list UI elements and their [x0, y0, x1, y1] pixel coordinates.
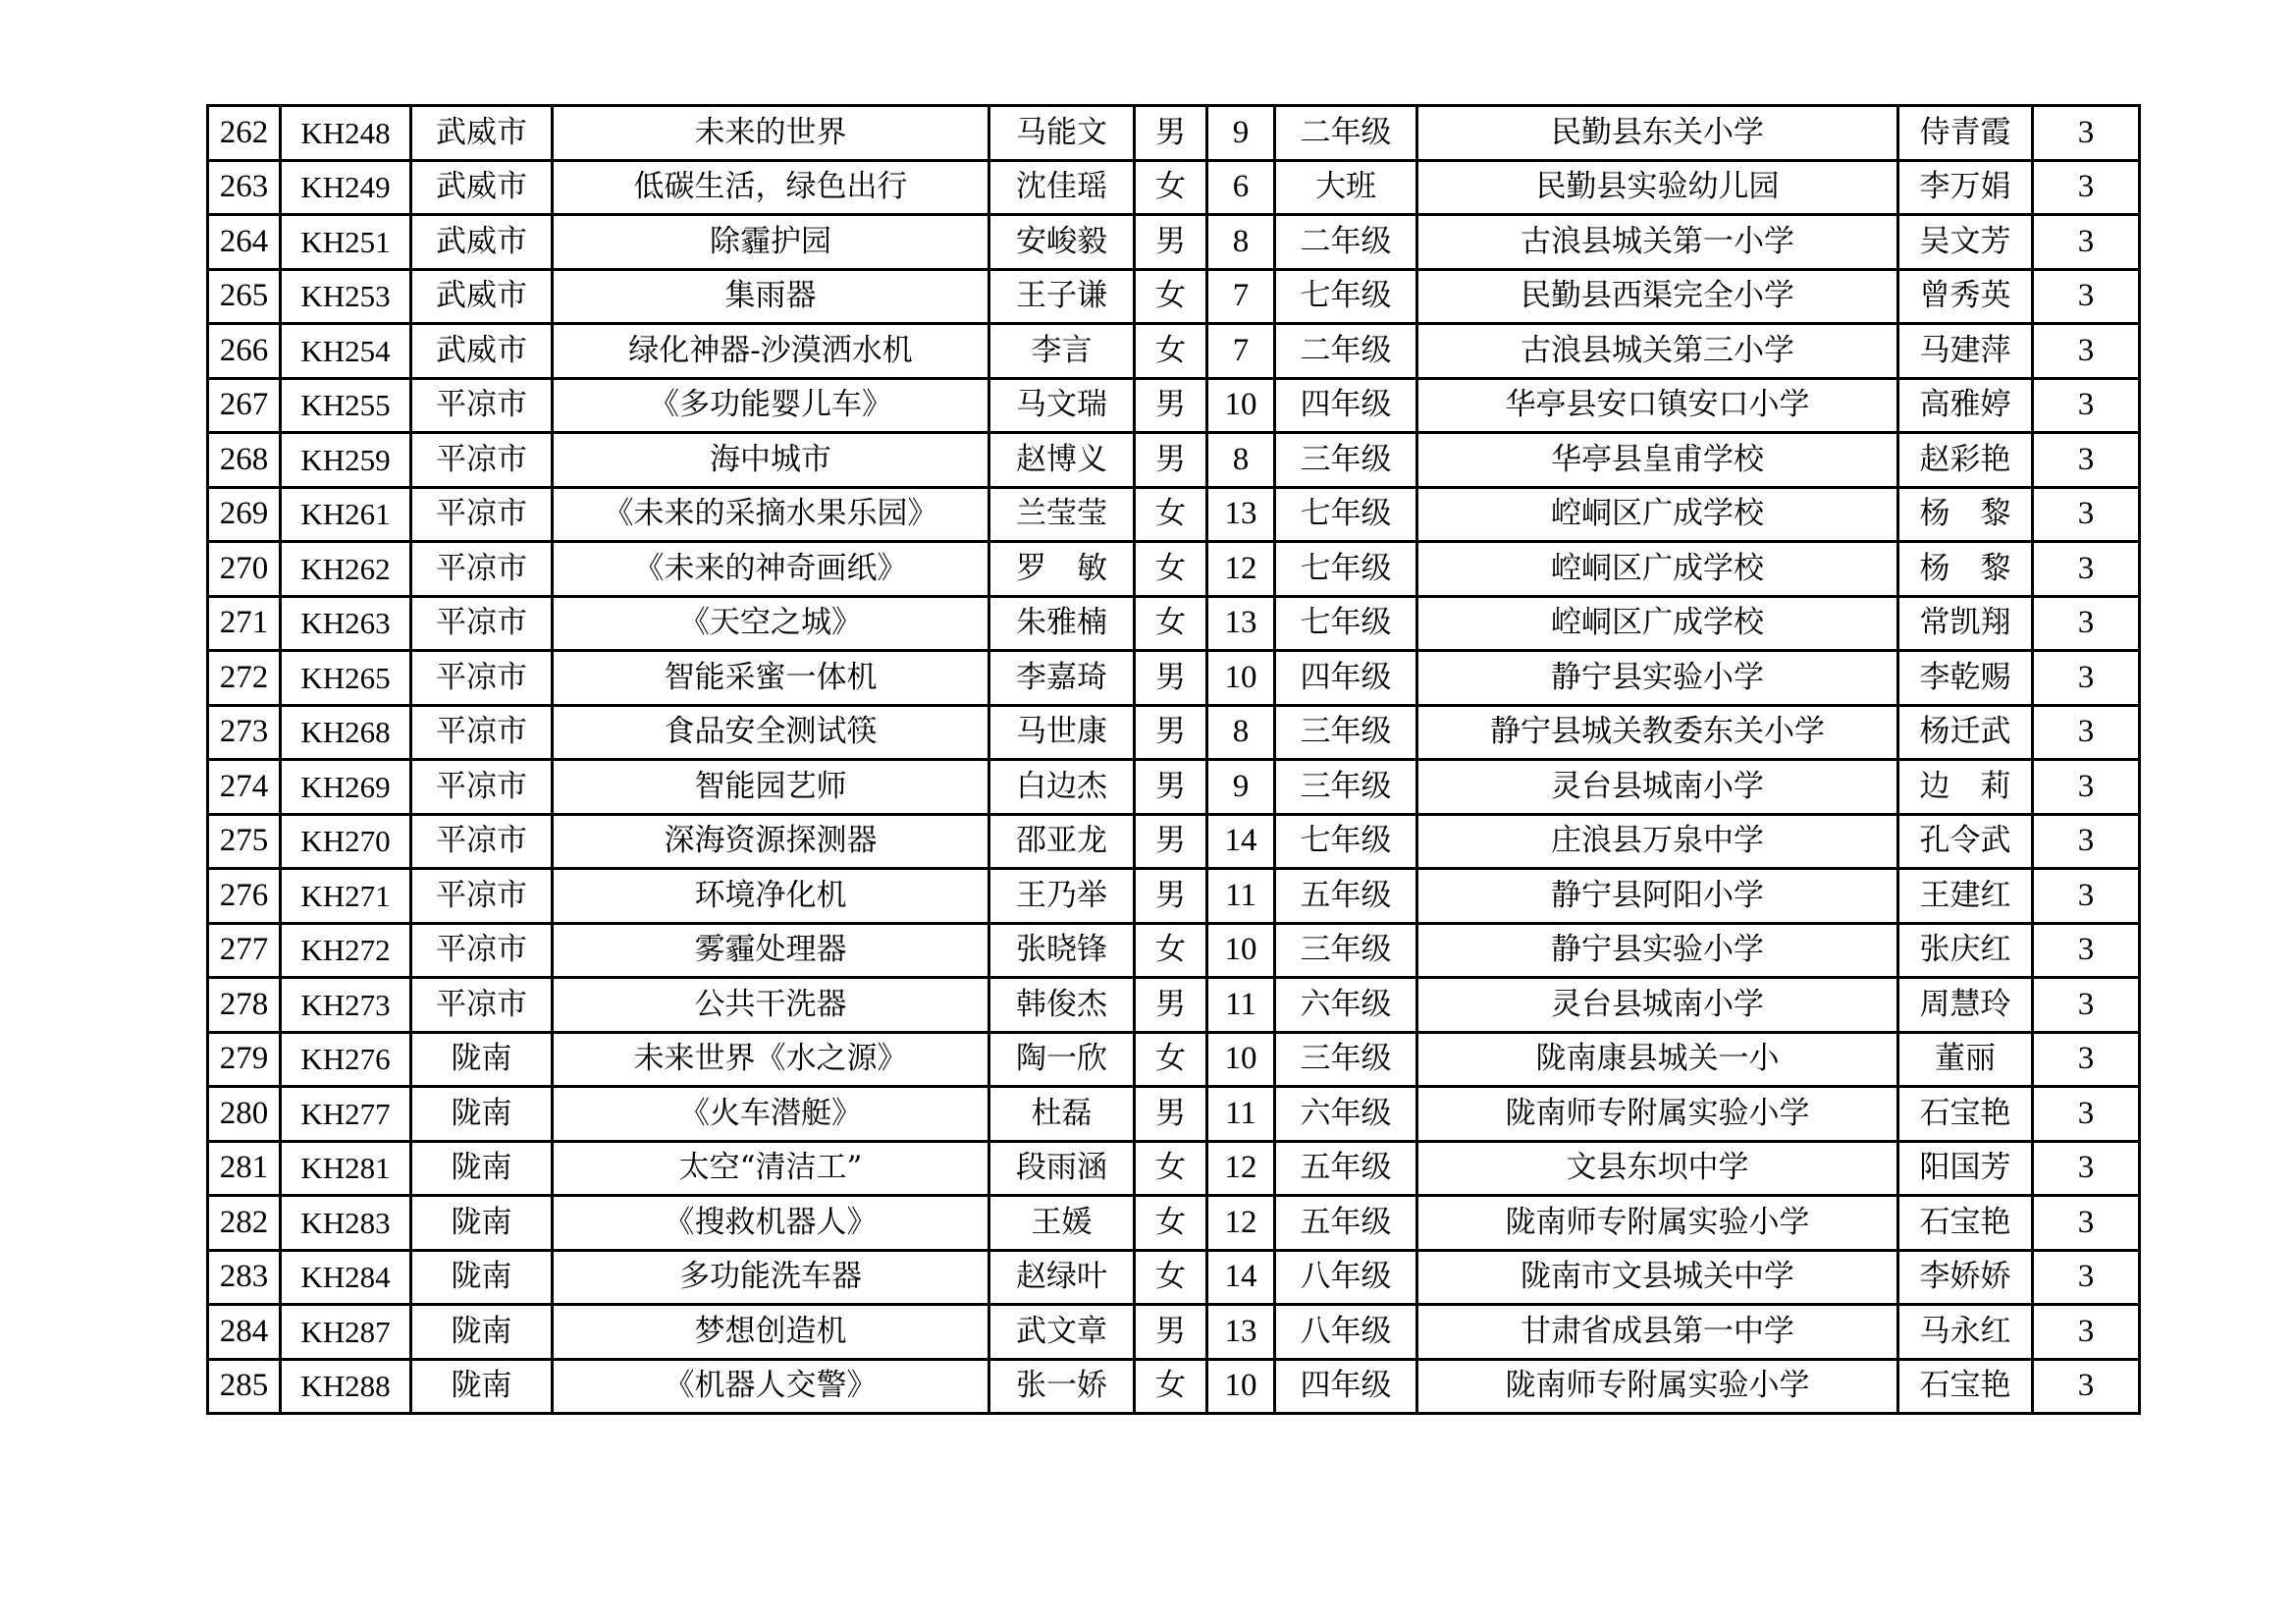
city-cell: 陇南 [411, 1305, 553, 1360]
award-level-cell: 3 [2033, 160, 2140, 215]
project-title-cell: 深海资源探测器 [553, 814, 989, 869]
student-name-cell: 韩俊杰 [989, 978, 1135, 1033]
grade-cell: 七年级 [1275, 596, 1417, 651]
school-cell: 民勤县东关小学 [1417, 106, 1898, 161]
award-level-cell: 3 [2033, 487, 2140, 542]
teacher-cell: 吴文芳 [1898, 215, 2033, 270]
city-cell: 陇南 [411, 1250, 553, 1305]
project-title-cell: 多功能洗车器 [553, 1250, 989, 1305]
grade-cell: 三年级 [1275, 705, 1417, 760]
school-cell: 陇南康县城关一小 [1417, 1032, 1898, 1087]
award-level-cell: 3 [2033, 760, 2140, 815]
row-number-cell: 281 [208, 1141, 281, 1196]
city-cell: 陇南 [411, 1141, 553, 1196]
row-number-cell: 270 [208, 542, 281, 597]
entry-code-cell: KH255 [281, 378, 411, 433]
project-title-cell: 环境净化机 [553, 869, 989, 924]
entry-code-cell: KH271 [281, 869, 411, 924]
teacher-cell: 曾秀英 [1898, 269, 2033, 324]
city-cell: 平凉市 [411, 923, 553, 978]
student-name-cell: 张晓锋 [989, 923, 1135, 978]
age-cell: 14 [1207, 814, 1275, 869]
project-title-cell: 《未来的神奇画纸》 [553, 542, 989, 597]
grade-cell: 五年级 [1275, 1196, 1417, 1251]
row-number-cell: 267 [208, 378, 281, 433]
grade-cell: 七年级 [1275, 814, 1417, 869]
school-cell: 灵台县城南小学 [1417, 760, 1898, 815]
age-cell: 14 [1207, 1250, 1275, 1305]
teacher-cell: 边 莉 [1898, 760, 2033, 815]
city-cell: 平凉市 [411, 760, 553, 815]
project-title-cell: 集雨器 [553, 269, 989, 324]
age-cell: 7 [1207, 269, 1275, 324]
teacher-cell: 王建红 [1898, 869, 2033, 924]
row-number-cell: 273 [208, 705, 281, 760]
city-cell: 平凉市 [411, 814, 553, 869]
grade-cell: 三年级 [1275, 433, 1417, 488]
school-cell: 文县东坝中学 [1417, 1141, 1898, 1196]
school-cell: 崆峒区广成学校 [1417, 596, 1898, 651]
school-cell: 灵台县城南小学 [1417, 978, 1898, 1033]
age-cell: 10 [1207, 378, 1275, 433]
entry-code-cell: KH272 [281, 923, 411, 978]
city-cell: 平凉市 [411, 705, 553, 760]
student-name-cell: 马文瑞 [989, 378, 1135, 433]
teacher-cell: 李娇娇 [1898, 1250, 2033, 1305]
project-title-cell: 低碳生活，绿色出行 [553, 160, 989, 215]
city-cell: 陇南 [411, 1032, 553, 1087]
entry-code-cell: KH254 [281, 324, 411, 379]
school-cell: 静宁县城关教委东关小学 [1417, 705, 1898, 760]
school-cell: 庄浪县万泉中学 [1417, 814, 1898, 869]
entry-code-cell: KH287 [281, 1305, 411, 1360]
grade-cell: 七年级 [1275, 269, 1417, 324]
student-name-cell: 王乃举 [989, 869, 1135, 924]
student-name-cell: 沈佳瑶 [989, 160, 1135, 215]
student-name-cell: 赵绿叶 [989, 1250, 1135, 1305]
student-name-cell: 李言 [989, 324, 1135, 379]
city-cell: 武威市 [411, 160, 553, 215]
city-cell: 平凉市 [411, 433, 553, 488]
age-cell: 11 [1207, 978, 1275, 1033]
school-cell: 陇南师专附属实验小学 [1417, 1087, 1898, 1142]
award-level-cell: 3 [2033, 215, 2140, 270]
teacher-cell: 董丽 [1898, 1032, 2033, 1087]
table-row [208, 1196, 2140, 1251]
grade-cell: 四年级 [1275, 651, 1417, 706]
table-row [208, 1141, 2140, 1196]
table-row [208, 923, 2140, 978]
grade-cell: 七年级 [1275, 542, 1417, 597]
school-cell: 民勤县西渠完全小学 [1417, 269, 1898, 324]
student-name-cell: 段雨涵 [989, 1141, 1135, 1196]
school-cell: 陇南市文县城关中学 [1417, 1250, 1898, 1305]
table-row [208, 978, 2140, 1033]
school-cell: 崆峒区广成学校 [1417, 487, 1898, 542]
project-title-cell: 除霾护园 [553, 215, 989, 270]
project-title-cell: 公共干洗器 [553, 978, 989, 1033]
teacher-cell: 杨 黎 [1898, 487, 2033, 542]
grade-cell: 六年级 [1275, 1087, 1417, 1142]
gender-cell: 女 [1135, 1032, 1207, 1087]
gender-cell: 男 [1135, 651, 1207, 706]
teacher-cell: 高雅婷 [1898, 378, 2033, 433]
age-cell: 11 [1207, 1087, 1275, 1142]
school-cell: 华亭县皇甫学校 [1417, 433, 1898, 488]
row-number-cell: 279 [208, 1032, 281, 1087]
student-name-cell: 李嘉琦 [989, 651, 1135, 706]
city-cell: 平凉市 [411, 542, 553, 597]
entry-code-cell: KH288 [281, 1359, 411, 1414]
grade-cell: 五年级 [1275, 1141, 1417, 1196]
table-row [208, 869, 2140, 924]
award-table [206, 104, 2141, 1415]
school-cell: 静宁县实验小学 [1417, 923, 1898, 978]
school-cell: 静宁县实验小学 [1417, 651, 1898, 706]
student-name-cell: 马世康 [989, 705, 1135, 760]
gender-cell: 男 [1135, 106, 1207, 161]
project-title-cell: 未来的世界 [553, 106, 989, 161]
gender-cell: 男 [1135, 869, 1207, 924]
gender-cell: 女 [1135, 542, 1207, 597]
row-number-cell: 266 [208, 324, 281, 379]
entry-code-cell: KH251 [281, 215, 411, 270]
entry-code-cell: KH269 [281, 760, 411, 815]
table-row [208, 269, 2140, 324]
grade-cell: 二年级 [1275, 215, 1417, 270]
row-number-cell: 277 [208, 923, 281, 978]
teacher-cell: 阳国芳 [1898, 1141, 2033, 1196]
grade-cell: 二年级 [1275, 106, 1417, 161]
grade-cell: 四年级 [1275, 1359, 1417, 1414]
award-level-cell: 3 [2033, 814, 2140, 869]
teacher-cell: 马永红 [1898, 1305, 2033, 1360]
project-title-cell: 雾霾处理器 [553, 923, 989, 978]
age-cell: 9 [1207, 760, 1275, 815]
school-cell: 陇南师专附属实验小学 [1417, 1196, 1898, 1251]
gender-cell: 男 [1135, 215, 1207, 270]
row-number-cell: 285 [208, 1359, 281, 1414]
gender-cell: 男 [1135, 1087, 1207, 1142]
gender-cell: 男 [1135, 760, 1207, 815]
gender-cell: 女 [1135, 1359, 1207, 1414]
project-title-cell: 海中城市 [553, 433, 989, 488]
student-name-cell: 朱雅楠 [989, 596, 1135, 651]
student-name-cell: 邵亚龙 [989, 814, 1135, 869]
teacher-cell: 杨迁武 [1898, 705, 2033, 760]
age-cell: 6 [1207, 160, 1275, 215]
student-name-cell: 安峻毅 [989, 215, 1135, 270]
row-number-cell: 283 [208, 1250, 281, 1305]
grade-cell: 八年级 [1275, 1250, 1417, 1305]
city-cell: 平凉市 [411, 651, 553, 706]
grade-cell: 大班 [1275, 160, 1417, 215]
table-row [208, 433, 2140, 488]
age-cell: 7 [1207, 324, 1275, 379]
teacher-cell: 李乾赐 [1898, 651, 2033, 706]
age-cell: 12 [1207, 1141, 1275, 1196]
row-number-cell: 274 [208, 760, 281, 815]
age-cell: 10 [1207, 923, 1275, 978]
age-cell: 9 [1207, 106, 1275, 161]
city-cell: 陇南 [411, 1196, 553, 1251]
school-cell: 古浪县城关第三小学 [1417, 324, 1898, 379]
project-title-cell: 食品安全测试筷 [553, 705, 989, 760]
row-number-cell: 282 [208, 1196, 281, 1251]
row-number-cell: 280 [208, 1087, 281, 1142]
award-level-cell: 3 [2033, 1141, 2140, 1196]
age-cell: 8 [1207, 433, 1275, 488]
gender-cell: 女 [1135, 269, 1207, 324]
row-number-cell: 262 [208, 106, 281, 161]
student-name-cell: 张一娇 [989, 1359, 1135, 1414]
table-row [208, 596, 2140, 651]
entry-code-cell: KH283 [281, 1196, 411, 1251]
student-name-cell: 王媛 [989, 1196, 1135, 1251]
teacher-cell: 石宝艳 [1898, 1087, 2033, 1142]
gender-cell: 女 [1135, 487, 1207, 542]
row-number-cell: 265 [208, 269, 281, 324]
project-title-cell: 《火车潜艇》 [553, 1087, 989, 1142]
city-cell: 武威市 [411, 324, 553, 379]
award-level-cell: 3 [2033, 542, 2140, 597]
table-row [208, 1305, 2140, 1360]
award-level-cell: 3 [2033, 1032, 2140, 1087]
grade-cell: 二年级 [1275, 324, 1417, 379]
award-table-container [206, 104, 2141, 1415]
city-cell: 平凉市 [411, 869, 553, 924]
award-level-cell: 3 [2033, 596, 2140, 651]
student-name-cell: 杜磊 [989, 1087, 1135, 1142]
student-name-cell: 赵博义 [989, 433, 1135, 488]
row-number-cell: 276 [208, 869, 281, 924]
table-row [208, 1032, 2140, 1087]
teacher-cell: 张庆红 [1898, 923, 2033, 978]
entry-code-cell: KH259 [281, 433, 411, 488]
student-name-cell: 武文章 [989, 1305, 1135, 1360]
gender-cell: 女 [1135, 1250, 1207, 1305]
award-level-cell: 3 [2033, 978, 2140, 1033]
age-cell: 10 [1207, 1032, 1275, 1087]
entry-code-cell: KH281 [281, 1141, 411, 1196]
gender-cell: 男 [1135, 814, 1207, 869]
age-cell: 13 [1207, 596, 1275, 651]
entry-code-cell: KH249 [281, 160, 411, 215]
entry-code-cell: KH273 [281, 978, 411, 1033]
award-level-cell: 3 [2033, 705, 2140, 760]
project-title-cell: 智能采蜜一体机 [553, 651, 989, 706]
table-row [208, 760, 2140, 815]
award-level-cell: 3 [2033, 1359, 2140, 1414]
teacher-cell: 周慧玲 [1898, 978, 2033, 1033]
student-name-cell: 陶一欣 [989, 1032, 1135, 1087]
teacher-cell: 常凯翔 [1898, 596, 2033, 651]
project-title-cell: 智能园艺师 [553, 760, 989, 815]
table-row [208, 1359, 2140, 1414]
project-title-cell: 《搜救机器人》 [553, 1196, 989, 1251]
city-cell: 平凉市 [411, 487, 553, 542]
project-title-cell: 太空“清洁工” [553, 1141, 989, 1196]
city-cell: 武威市 [411, 269, 553, 324]
city-cell: 平凉市 [411, 978, 553, 1033]
gender-cell: 男 [1135, 1305, 1207, 1360]
school-cell: 华亭县安口镇安口小学 [1417, 378, 1898, 433]
city-cell: 平凉市 [411, 378, 553, 433]
award-level-cell: 3 [2033, 1250, 2140, 1305]
entry-code-cell: KH270 [281, 814, 411, 869]
gender-cell: 女 [1135, 160, 1207, 215]
table-body [208, 106, 2140, 1414]
entry-code-cell: KH284 [281, 1250, 411, 1305]
age-cell: 13 [1207, 487, 1275, 542]
award-level-cell: 3 [2033, 923, 2140, 978]
teacher-cell: 李万娟 [1898, 160, 2033, 215]
age-cell: 10 [1207, 651, 1275, 706]
grade-cell: 四年级 [1275, 378, 1417, 433]
gender-cell: 女 [1135, 1141, 1207, 1196]
table-row [208, 378, 2140, 433]
gender-cell: 女 [1135, 923, 1207, 978]
school-cell: 静宁县阿阳小学 [1417, 869, 1898, 924]
grade-cell: 七年级 [1275, 487, 1417, 542]
gender-cell: 男 [1135, 705, 1207, 760]
project-title-cell: 未来世界《水之源》 [553, 1032, 989, 1087]
teacher-cell: 赵彩艳 [1898, 433, 2033, 488]
age-cell: 13 [1207, 1305, 1275, 1360]
entry-code-cell: KH261 [281, 487, 411, 542]
project-title-cell: 《天空之城》 [553, 596, 989, 651]
entry-code-cell: KH268 [281, 705, 411, 760]
entry-code-cell: KH253 [281, 269, 411, 324]
grade-cell: 八年级 [1275, 1305, 1417, 1360]
teacher-cell: 石宝艳 [1898, 1359, 2033, 1414]
row-number-cell: 278 [208, 978, 281, 1033]
school-cell: 甘肃省成县第一中学 [1417, 1305, 1898, 1360]
table-row [208, 215, 2140, 270]
city-cell: 武威市 [411, 215, 553, 270]
student-name-cell: 罗 敏 [989, 542, 1135, 597]
row-number-cell: 284 [208, 1305, 281, 1360]
table-row [208, 542, 2140, 597]
gender-cell: 男 [1135, 978, 1207, 1033]
grade-cell: 五年级 [1275, 869, 1417, 924]
teacher-cell: 孔令武 [1898, 814, 2033, 869]
grade-cell: 三年级 [1275, 1032, 1417, 1087]
teacher-cell: 马建萍 [1898, 324, 2033, 379]
gender-cell: 女 [1135, 596, 1207, 651]
teacher-cell: 杨 黎 [1898, 542, 2033, 597]
project-title-cell: 《机器人交警》 [553, 1359, 989, 1414]
project-title-cell: 《多功能婴儿车》 [553, 378, 989, 433]
row-number-cell: 271 [208, 596, 281, 651]
gender-cell: 男 [1135, 433, 1207, 488]
award-level-cell: 3 [2033, 378, 2140, 433]
school-cell: 古浪县城关第一小学 [1417, 215, 1898, 270]
city-cell: 武威市 [411, 106, 553, 161]
student-name-cell: 白边杰 [989, 760, 1135, 815]
grade-cell: 六年级 [1275, 978, 1417, 1033]
table-row [208, 487, 2140, 542]
row-number-cell: 272 [208, 651, 281, 706]
student-name-cell: 王子谦 [989, 269, 1135, 324]
age-cell: 8 [1207, 705, 1275, 760]
award-level-cell: 3 [2033, 1087, 2140, 1142]
award-level-cell: 3 [2033, 269, 2140, 324]
gender-cell: 女 [1135, 324, 1207, 379]
entry-code-cell: KH277 [281, 1087, 411, 1142]
age-cell: 10 [1207, 1359, 1275, 1414]
award-level-cell: 3 [2033, 651, 2140, 706]
city-cell: 陇南 [411, 1359, 553, 1414]
award-level-cell: 3 [2033, 324, 2140, 379]
entry-code-cell: KH276 [281, 1032, 411, 1087]
entry-code-cell: KH265 [281, 651, 411, 706]
table-row [208, 1250, 2140, 1305]
city-cell: 陇南 [411, 1087, 553, 1142]
award-level-cell: 3 [2033, 106, 2140, 161]
age-cell: 11 [1207, 869, 1275, 924]
table-row [208, 106, 2140, 161]
table-row [208, 324, 2140, 379]
award-level-cell: 3 [2033, 1196, 2140, 1251]
table-row [208, 705, 2140, 760]
age-cell: 12 [1207, 542, 1275, 597]
entry-code-cell: KH262 [281, 542, 411, 597]
gender-cell: 女 [1135, 1196, 1207, 1251]
award-level-cell: 3 [2033, 1305, 2140, 1360]
gender-cell: 男 [1135, 378, 1207, 433]
row-number-cell: 269 [208, 487, 281, 542]
row-number-cell: 268 [208, 433, 281, 488]
city-cell: 平凉市 [411, 596, 553, 651]
school-cell: 民勤县实验幼儿园 [1417, 160, 1898, 215]
table-row [208, 1087, 2140, 1142]
award-level-cell: 3 [2033, 869, 2140, 924]
row-number-cell: 264 [208, 215, 281, 270]
table-row [208, 814, 2140, 869]
entry-code-cell: KH263 [281, 596, 411, 651]
student-name-cell: 马能文 [989, 106, 1135, 161]
project-title-cell: 《未来的采摘水果乐园》 [553, 487, 989, 542]
school-cell: 陇南师专附属实验小学 [1417, 1359, 1898, 1414]
school-cell: 崆峒区广成学校 [1417, 542, 1898, 597]
row-number-cell: 275 [208, 814, 281, 869]
teacher-cell: 石宝艳 [1898, 1196, 2033, 1251]
age-cell: 12 [1207, 1196, 1275, 1251]
project-title-cell: 绿化神器-沙漠洒水机 [553, 324, 989, 379]
project-title-cell: 梦想创造机 [553, 1305, 989, 1360]
grade-cell: 三年级 [1275, 760, 1417, 815]
table-row [208, 160, 2140, 215]
student-name-cell: 兰莹莹 [989, 487, 1135, 542]
award-level-cell: 3 [2033, 433, 2140, 488]
table-row [208, 651, 2140, 706]
entry-code-cell: KH248 [281, 106, 411, 161]
grade-cell: 三年级 [1275, 923, 1417, 978]
row-number-cell: 263 [208, 160, 281, 215]
teacher-cell: 侍青霞 [1898, 106, 2033, 161]
age-cell: 8 [1207, 215, 1275, 270]
